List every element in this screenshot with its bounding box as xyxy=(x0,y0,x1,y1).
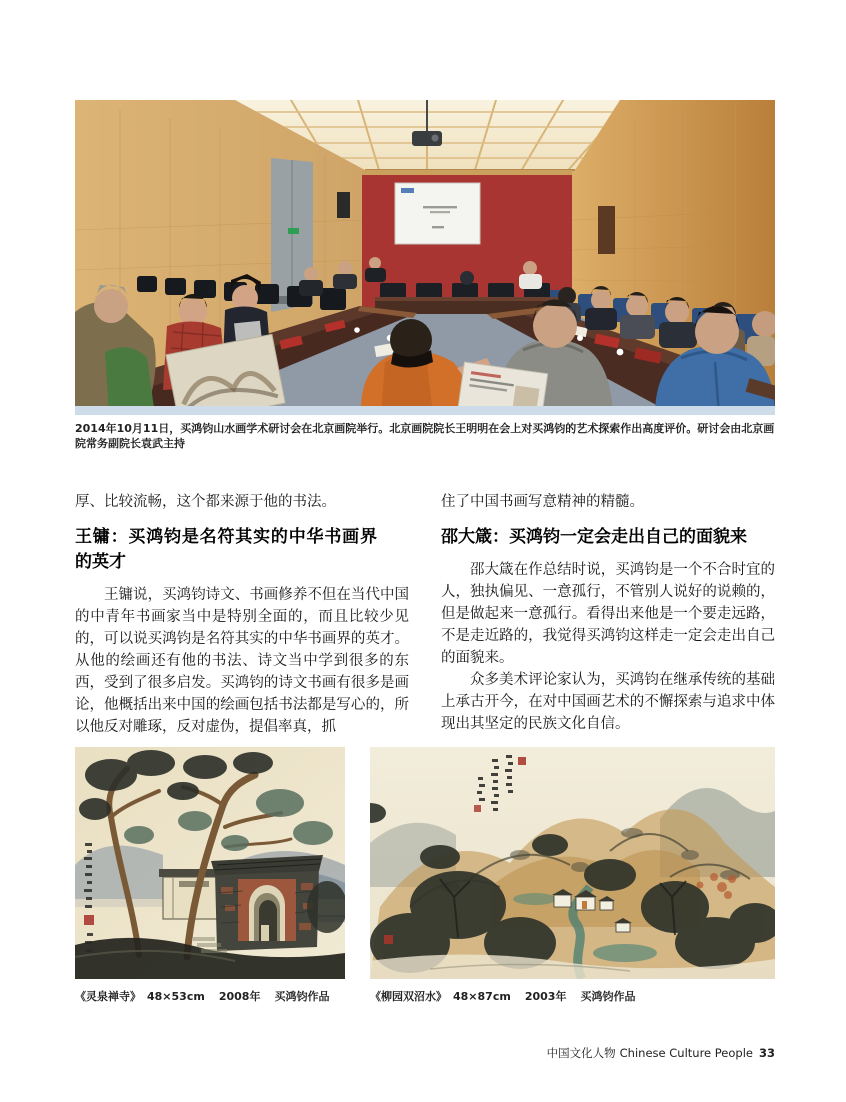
wall-speaker xyxy=(337,192,350,218)
right-column xyxy=(441,491,775,738)
artwork-title: 《柳园双沼水》 xyxy=(370,990,447,1003)
artwork-credit: 买鸿钧作品 xyxy=(580,990,636,1003)
photo-caption: 2014年10月11日，买鸿钧山水画学术研讨会在北京画院举行。北京画院院长王明明在会上对买鸿钧的艺术探索作出高度评价。研讨会由北京画院常务副院长袁武主持 xyxy=(75,422,775,450)
body-paragraph: 众多美术评论家认为，买鸿钧在继承传统的基础上承古开今，在对中国画艺术的不懈探索与追求中体现出其坚定的民族文化自信。 xyxy=(441,672,775,732)
artwork-size: 48×53cm xyxy=(147,990,205,1003)
artist-seal xyxy=(518,757,526,765)
artist-seal xyxy=(384,935,393,944)
section-heading-shaodazhen: 邵大箴：买鸿钧一定会走出自己的面貌来 xyxy=(441,527,747,547)
artwork-year: 2008年 xyxy=(218,990,261,1003)
painting-lingquan-temple xyxy=(75,747,345,979)
magazine-name-en: Chinese Culture People xyxy=(619,1046,753,1060)
screen-logo xyxy=(401,188,414,193)
leadin-paragraph: 住了中国书画写意精神的精髓。 xyxy=(441,494,644,510)
artwork-credit: 买鸿钧作品 xyxy=(274,990,330,1003)
conference-photo-illustration xyxy=(75,100,775,415)
body-paragraph: 邵大箴在作总结时说，买鸿钧是一个不合时宜的人，独执偏见、一意孤行，不管别人说好的说赖的，但是做起来一意孤行。看得出来他是一个要走远路，不是走近路的，我觉得买鸿钧这样走一定会走出自己的面貌来。 xyxy=(441,562,775,666)
artist-seal xyxy=(474,805,481,812)
artwork-size: 48×87cm xyxy=(453,990,511,1003)
conference-photo xyxy=(75,100,775,415)
artwork-caption-right xyxy=(370,988,775,1004)
exit-sign xyxy=(288,228,299,234)
section-heading-wangyong: 王镛：买鸿钧是名符其实的中华书画界的英才 xyxy=(75,527,377,572)
page-number: 33 xyxy=(758,1046,775,1060)
page-footer xyxy=(75,1045,775,1061)
painting-liuyuan-landscape xyxy=(370,747,775,979)
artist-seal xyxy=(84,915,94,925)
magazine-name-cn: 中国文化人物 xyxy=(546,1046,616,1060)
side-door xyxy=(598,206,615,254)
left-column xyxy=(75,491,409,738)
artwork-caption-left xyxy=(75,988,365,1004)
artwork-year: 2003年 xyxy=(524,990,567,1003)
leadin-paragraph: 厚、比较流畅，这个都来源于他的书法。 xyxy=(75,494,336,510)
article-body xyxy=(75,491,775,738)
artwork-title: 《灵泉禅寺》 xyxy=(75,990,141,1003)
floor-strip xyxy=(75,406,775,415)
body-paragraph: 王镛说，买鸿钧诗文、书画修养不但在当代中国的中青年书画家当中是特别全面的，而且比较少见的，可以说买鸿钧是名符其实的中华书画界的英才。从他的绘画还有他的书法、诗文当中学到很多的东西，受到了很多启发。买鸿钧的诗文书画有很多是画论，他概括出来中国的绘画包括书法都是写心的，所以他反对雕琢，反对虚伪，提倡率真，抓 xyxy=(75,587,409,735)
